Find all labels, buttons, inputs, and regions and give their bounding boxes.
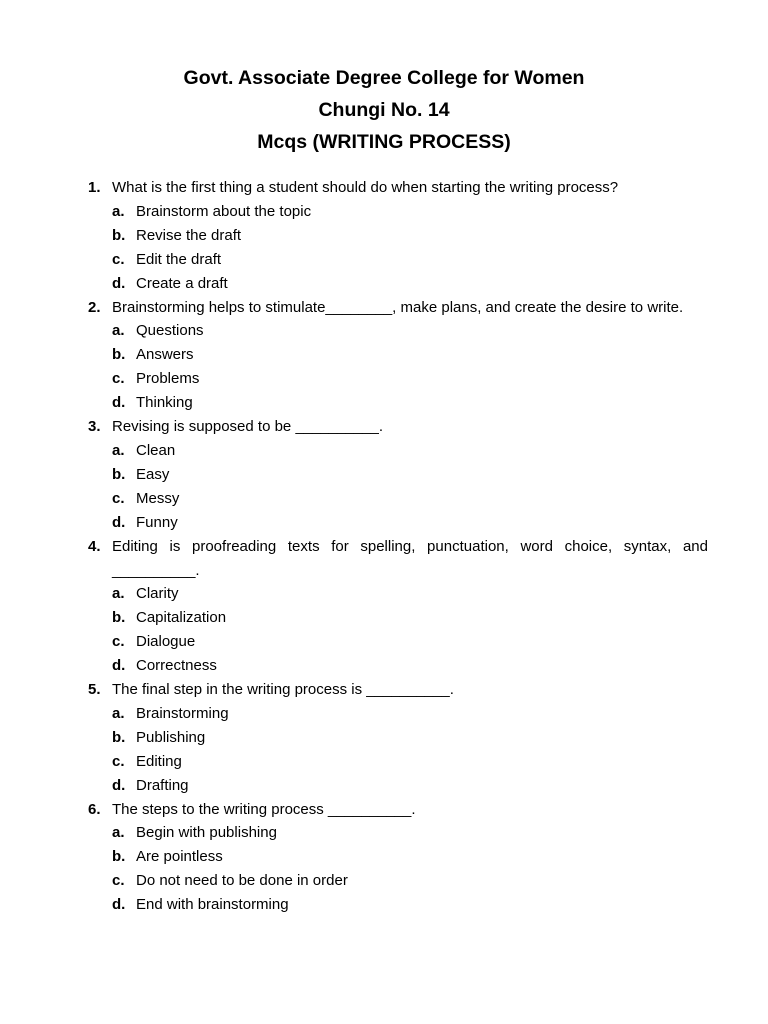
option-6b (88, 845, 708, 869)
option-text: Correctness (136, 657, 217, 675)
option-letter: d. (112, 896, 126, 914)
option-2a (88, 319, 708, 343)
option-letter: a. (112, 322, 125, 340)
option-5c (88, 750, 708, 774)
option-text: Are pointless (136, 848, 223, 866)
document-header (0, 62, 768, 158)
option-text: Create a draft (136, 274, 228, 292)
option-letter: a. (112, 441, 125, 459)
college-name: Govt. Associate Degree College for Women (183, 67, 585, 89)
option-4c (88, 630, 708, 654)
option-letter: c. (112, 370, 125, 388)
option-2c (88, 367, 708, 391)
option-text: Brainstorming (136, 704, 229, 722)
option-5d (88, 774, 708, 798)
option-2d (88, 391, 708, 415)
question-6 (88, 798, 708, 822)
option-4b (88, 606, 708, 630)
option-text: Problems (136, 370, 200, 388)
option-letter: b. (112, 346, 126, 364)
option-letter: d. (112, 657, 126, 675)
option-text: Funny (136, 513, 178, 531)
option-1d (88, 272, 708, 296)
option-letter: b. (112, 848, 126, 866)
option-text: End with brainstorming (136, 896, 289, 914)
option-text: Thinking (136, 394, 193, 412)
option-3d (88, 511, 708, 535)
option-6c (88, 869, 708, 893)
option-letter: b. (112, 226, 126, 244)
option-letter: d. (112, 394, 126, 412)
question-1 (88, 176, 708, 200)
option-6d (88, 893, 708, 917)
question-4 (88, 535, 708, 583)
option-text: Begin with publishing (136, 824, 277, 842)
option-text: Edit the draft (136, 250, 222, 268)
option-6a (88, 821, 708, 845)
option-letter: b. (112, 609, 126, 627)
option-letter: d. (112, 513, 126, 531)
option-letter: c. (112, 872, 125, 890)
option-text: Brainstorm about the topic (136, 202, 312, 220)
option-2b (88, 343, 708, 367)
option-text: Editing (136, 752, 182, 770)
option-letter: d. (112, 274, 126, 292)
option-letter: c. (112, 752, 125, 770)
question-5 (88, 678, 708, 702)
option-text: Revise the draft (136, 226, 242, 244)
option-1b (88, 224, 708, 248)
option-5a (88, 702, 708, 726)
question-list (88, 176, 708, 917)
question-text: Revising is supposed to be __________. (112, 418, 384, 436)
option-letter: d. (112, 776, 126, 794)
option-letter: c. (112, 633, 125, 651)
option-text: Questions (136, 322, 204, 340)
option-3c (88, 487, 708, 511)
option-letter: b. (112, 728, 126, 746)
option-letter: a. (112, 585, 125, 603)
question-number: 5. (88, 681, 101, 699)
question-3 (88, 415, 708, 439)
option-5b (88, 726, 708, 750)
question-text: The steps to the writing process __________. (112, 800, 416, 818)
option-letter: a. (112, 202, 125, 220)
question-number: 3. (88, 418, 101, 436)
option-1c (88, 248, 708, 272)
option-text: Dialogue (136, 633, 196, 651)
document-title: Mcqs (WRITING PROCESS) (257, 131, 511, 153)
option-text: Publishing (136, 728, 206, 746)
option-1a (88, 200, 708, 224)
option-letter: c. (112, 250, 125, 268)
question-2 (88, 296, 708, 320)
option-4a (88, 582, 708, 606)
option-text: Clarity (136, 585, 179, 603)
question-number: 4. (88, 537, 101, 555)
option-text: Messy (136, 489, 180, 507)
question-text: Brainstorming helps to stimulate________, make plans, and create the desire to write. (112, 298, 684, 316)
option-4d (88, 654, 708, 678)
option-text: Answers (136, 346, 194, 364)
option-3b (88, 463, 708, 487)
question-number: 1. (88, 179, 101, 196)
campus-name: Chungi No. 14 (318, 99, 450, 121)
question-number: 6. (88, 800, 101, 818)
option-letter: b. (112, 465, 126, 483)
option-text: Capitalization (136, 609, 227, 627)
option-3a (88, 439, 708, 463)
question-number: 2. (88, 298, 101, 316)
option-text: Do not need to be done in order (136, 872, 348, 890)
option-letter: a. (112, 704, 125, 722)
option-letter: c. (112, 489, 125, 507)
option-letter: a. (112, 824, 125, 842)
option-text: Clean (136, 441, 176, 459)
option-text: Drafting (136, 776, 189, 794)
question-text: Editing is proofreading texts for spelling, punctuation, word choice, syntax, and __________. (112, 537, 708, 579)
option-text: Easy (136, 465, 170, 483)
question-text: The final step in the writing process is __________. (112, 681, 454, 699)
question-text: What is the first thing a student should do when starting the writing process? (112, 179, 619, 196)
